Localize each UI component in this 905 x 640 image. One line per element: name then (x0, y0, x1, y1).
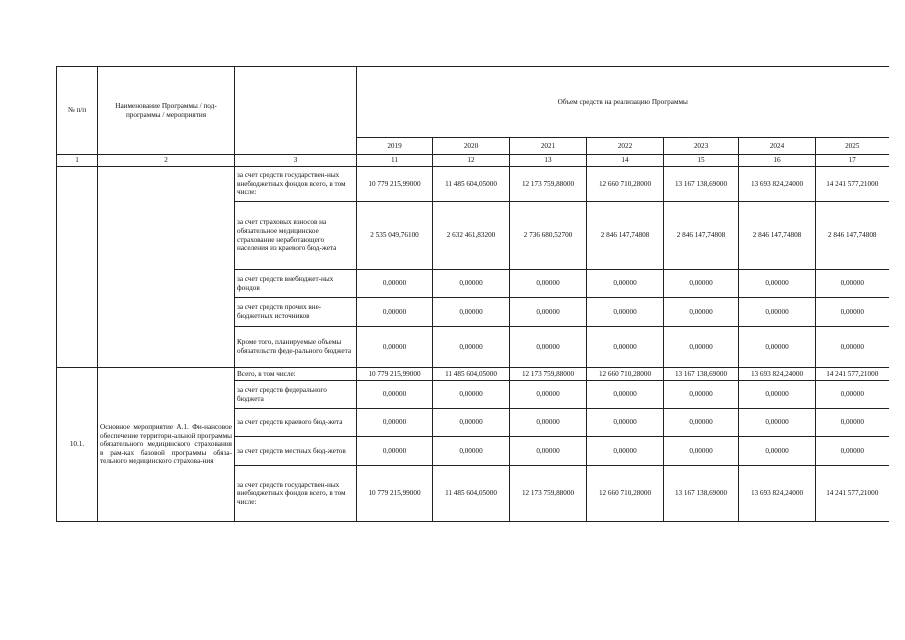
value-cell: 14 241 577,21000 (816, 368, 889, 381)
value-cell: 0,00000 (433, 270, 510, 298)
row-description: за счет средств местных бюд-жетов (235, 437, 357, 466)
value-cell: 0,00000 (739, 298, 816, 327)
header-blank (235, 67, 357, 155)
value-cell: 0,00000 (433, 409, 510, 437)
column-number: 1 (57, 155, 98, 167)
value-cell: 2 846 147,74808 (739, 202, 816, 270)
value-cell: 0,00000 (664, 381, 739, 409)
value-cell: 0,00000 (357, 270, 433, 298)
column-number: 2 (98, 155, 235, 167)
column-number: 16 (739, 155, 816, 167)
row-description: Кроме того, планируемые объемы обязательств феде-рального бюджета (235, 327, 357, 368)
row-description: за счет средств прочих вне-бюджетных источников (235, 298, 357, 327)
row-name: Основное мероприятие А.1. Фи-нансовое обеспечение территори-альной программы обязательного медицинского страхования в рам-ках базовой программы обяза-тельного медицинского страхова-ния (98, 368, 235, 522)
value-cell: 0,00000 (357, 409, 433, 437)
table-row (57, 368, 889, 381)
year-cell: 2019 (357, 138, 433, 155)
value-cell: 12 173 759,88000 (510, 466, 587, 522)
value-cell: 12 173 759,88000 (510, 167, 587, 202)
column-number-row (57, 155, 889, 167)
value-cell: 0,00000 (816, 409, 889, 437)
value-cell: 0,00000 (664, 270, 739, 298)
value-cell: 0,00000 (510, 409, 587, 437)
value-cell: 0,00000 (587, 381, 664, 409)
value-cell: 0,00000 (357, 327, 433, 368)
value-cell: 0,00000 (816, 270, 889, 298)
table-row (57, 167, 889, 202)
value-cell: 0,00000 (816, 298, 889, 327)
value-cell: 0,00000 (816, 327, 889, 368)
value-cell: 0,00000 (587, 270, 664, 298)
value-cell: 2 846 147,74808 (587, 202, 664, 270)
value-cell: 12 173 759,88000 (510, 368, 587, 381)
row-description: за счет средств государствен-ных внебюджетных фондов всего, в том числе: (235, 466, 357, 522)
year-cell: 2021 (510, 138, 587, 155)
value-cell: 0,00000 (587, 409, 664, 437)
value-cell: 2 846 147,74808 (664, 202, 739, 270)
value-cell: 2 535 049,76100 (357, 202, 433, 270)
value-cell: 14 241 577,21000 (816, 466, 889, 522)
value-cell: 2 846 147,74808 (816, 202, 889, 270)
value-cell: 11 485 604,05000 (433, 167, 510, 202)
row-index (57, 167, 98, 368)
header-funding: Объем средств на реализацию Программы (357, 67, 889, 138)
row-index: 10.1. (57, 368, 98, 522)
value-cell: 0,00000 (739, 270, 816, 298)
value-cell: 12 660 710,28000 (587, 368, 664, 381)
value-cell: 0,00000 (433, 437, 510, 466)
year-cell: 2022 (587, 138, 664, 155)
header-num: № п/п (57, 67, 98, 155)
value-cell: 12 660 710,28000 (587, 167, 664, 202)
column-number: 3 (235, 155, 357, 167)
value-cell: 0,00000 (357, 298, 433, 327)
value-cell: 0,00000 (433, 381, 510, 409)
value-cell: 0,00000 (510, 437, 587, 466)
row-description: за счет средств краевого бюд-жета (235, 409, 357, 437)
value-cell: 13 167 138,69000 (664, 368, 739, 381)
column-number: 15 (664, 155, 739, 167)
year-cell: 2023 (664, 138, 739, 155)
value-cell: 0,00000 (357, 381, 433, 409)
value-cell: 0,00000 (664, 437, 739, 466)
value-cell: 2 632 461,83200 (433, 202, 510, 270)
value-cell: 0,00000 (433, 327, 510, 368)
header-name: Наименование Программы / под-программы / мероприятия (98, 67, 235, 155)
value-cell: 11 485 604,05000 (433, 368, 510, 381)
value-cell: 13 167 138,69000 (664, 466, 739, 522)
value-cell: 0,00000 (587, 327, 664, 368)
row-description: Всего, в том числе: (235, 368, 357, 381)
column-number: 12 (433, 155, 510, 167)
year-cell: 2025 (816, 138, 889, 155)
year-cell: 2024 (739, 138, 816, 155)
value-cell: 10 779 215,99000 (357, 466, 433, 522)
value-cell: 0,00000 (587, 437, 664, 466)
value-cell: 0,00000 (739, 409, 816, 437)
budget-table (56, 66, 889, 522)
row-description: за счет средств внебюджет-ных фондов (235, 270, 357, 298)
column-number: 14 (587, 155, 664, 167)
value-cell: 0,00000 (510, 327, 587, 368)
row-description: за счет средств государствен-ных внебюджетных фондов всего, в том числе: (235, 167, 357, 202)
value-cell: 0,00000 (664, 327, 739, 368)
column-number: 17 (816, 155, 889, 167)
value-cell: 0,00000 (739, 327, 816, 368)
value-cell: 0,00000 (357, 437, 433, 466)
column-number: 13 (510, 155, 587, 167)
value-cell: 0,00000 (664, 298, 739, 327)
value-cell: 0,00000 (664, 409, 739, 437)
value-cell: 10 779 215,99000 (357, 167, 433, 202)
value-cell: 13 693 824,24000 (739, 368, 816, 381)
value-cell: 14 241 577,21000 (816, 167, 889, 202)
header-row (57, 67, 889, 138)
value-cell: 0,00000 (816, 381, 889, 409)
year-cell: 2020 (433, 138, 510, 155)
value-cell: 0,00000 (510, 298, 587, 327)
value-cell: 2 736 680,52700 (510, 202, 587, 270)
value-cell: 10 779 215,99000 (357, 368, 433, 381)
value-cell: 12 660 710,28000 (587, 466, 664, 522)
row-name (98, 167, 235, 368)
value-cell: 0,00000 (433, 298, 510, 327)
value-cell: 0,00000 (739, 381, 816, 409)
value-cell: 13 167 138,69000 (664, 167, 739, 202)
row-description: за счет страховых взносов на обязательное медицинское страхование неработающего населения из краевого бюд-жета (235, 202, 357, 270)
column-number: 11 (357, 155, 433, 167)
value-cell: 0,00000 (510, 381, 587, 409)
row-description: за счет средств федерального бюджета (235, 381, 357, 409)
value-cell: 11 485 604,05000 (433, 466, 510, 522)
value-cell: 0,00000 (739, 437, 816, 466)
value-cell: 0,00000 (510, 270, 587, 298)
value-cell: 13 693 824,24000 (739, 167, 816, 202)
value-cell: 13 693 824,24000 (739, 466, 816, 522)
value-cell: 0,00000 (587, 298, 664, 327)
value-cell: 0,00000 (816, 437, 889, 466)
